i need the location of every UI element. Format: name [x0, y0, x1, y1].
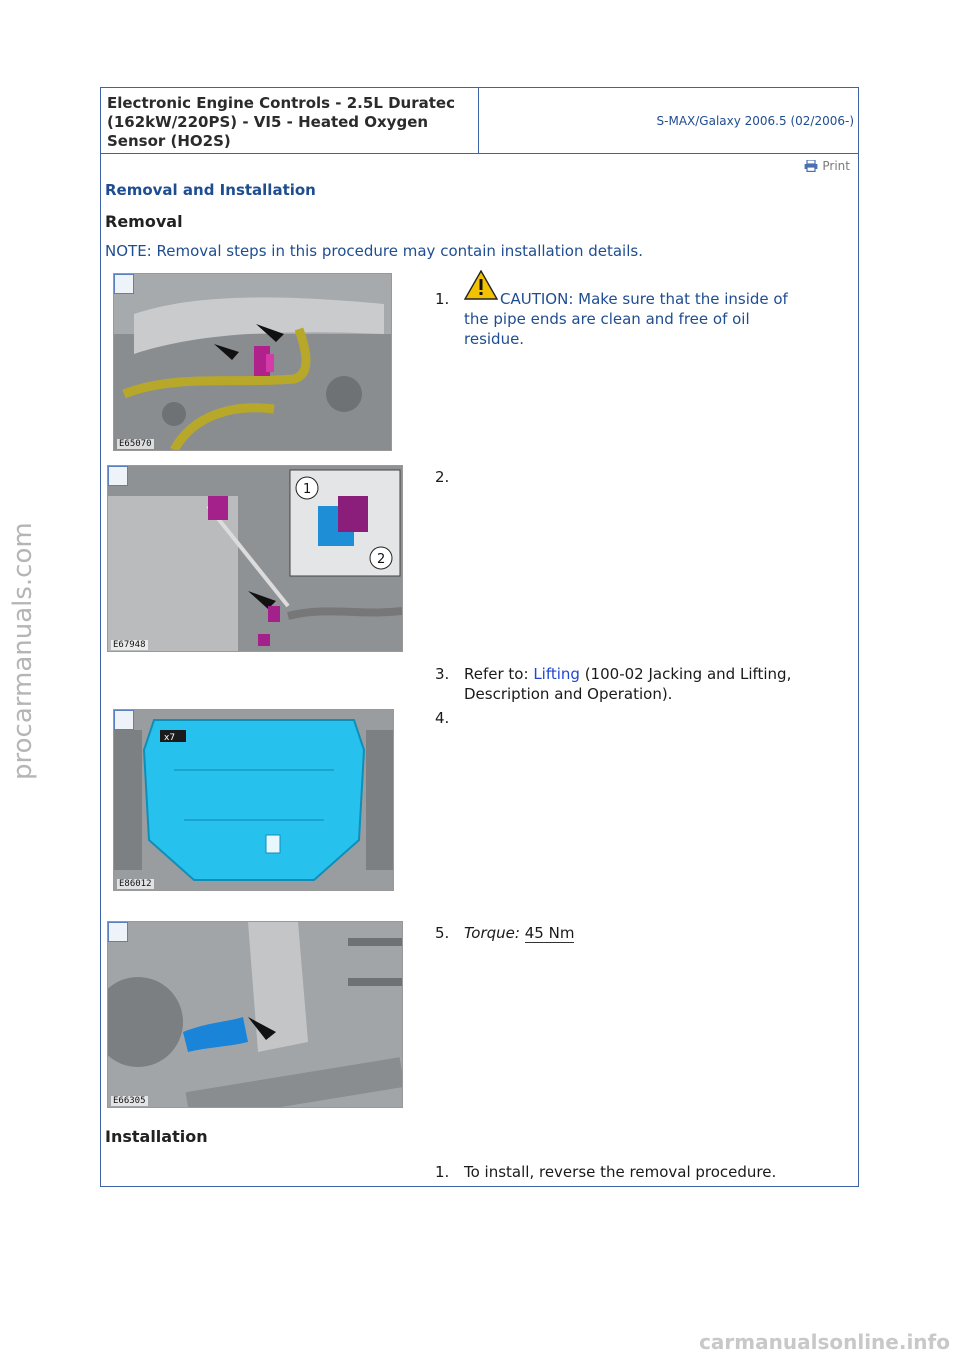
figure-code: E65070	[119, 439, 152, 449]
title-line-2: (162kW/220PS) - VI5 - Heated Oxygen	[107, 113, 429, 131]
callout-1: 1	[303, 482, 312, 497]
figure-3-illustration	[114, 710, 393, 890]
refer-line-2: Description and Operation).	[464, 685, 673, 703]
figure-code: E86012	[119, 879, 152, 889]
figure-code: E67948	[113, 640, 146, 650]
refer-suffix: (100-02 Jacking and Lifting,	[579, 665, 792, 683]
figure-2-illustration	[108, 466, 402, 651]
torque-label: Torque:	[464, 924, 520, 942]
install-step-text: To install, reverse the removal procedure.	[464, 1163, 777, 1181]
print-button[interactable]	[804, 159, 850, 173]
title-line-1: Electronic Engine Controls - 2.5L Duratec	[107, 94, 455, 112]
step-3-text	[464, 664, 834, 704]
zoom-icon[interactable]	[108, 922, 128, 942]
caution-icon	[464, 270, 498, 300]
multiplier-label: x7	[164, 733, 176, 743]
bottom-watermark: carmanualsonline.info	[699, 1330, 950, 1354]
header-row	[101, 88, 858, 154]
torque-spec	[464, 923, 834, 943]
torque-value: 45 Nm	[524, 924, 575, 942]
printer-icon	[804, 160, 818, 172]
figure-1	[113, 273, 392, 451]
zoom-icon[interactable]	[114, 274, 134, 294]
caution-line-2: the pipe ends are clean and free of oil	[464, 310, 750, 328]
caution-line-1: CAUTION: Make sure that the inside of	[500, 290, 788, 308]
document-frame	[100, 87, 859, 1187]
figure-4	[107, 921, 403, 1108]
figure-3	[113, 709, 394, 891]
figure-1-illustration	[114, 274, 391, 450]
side-watermark: procarmanuals.com	[8, 522, 38, 780]
section-title: Removal and Installation	[105, 181, 316, 199]
print-label: Print	[822, 159, 850, 173]
step-number: 2.	[435, 468, 450, 486]
step-number: 5.	[435, 924, 450, 942]
figure-2	[107, 465, 403, 652]
page-title	[101, 88, 479, 153]
step-number: 1.	[435, 1163, 450, 1181]
step-number: 1.	[435, 290, 450, 308]
model-label	[479, 88, 858, 153]
figure-4-illustration	[108, 922, 402, 1107]
figure-code: E66305	[113, 1096, 146, 1106]
note-text: NOTE: Removal steps in this procedure may contain installation details.	[105, 242, 643, 260]
caution-line-3: residue.	[464, 330, 525, 348]
zoom-icon[interactable]	[114, 710, 134, 730]
step-number: 3.	[435, 665, 450, 683]
callout-2: 2	[377, 552, 386, 567]
zoom-icon[interactable]	[108, 466, 128, 486]
refer-prefix: Refer to:	[464, 665, 534, 683]
model-text: S-MAX/Galaxy 2006.5 (02/2006-)	[656, 113, 854, 128]
step-number: 4.	[435, 709, 450, 727]
removal-heading: Removal	[105, 212, 183, 231]
title-line-3: Sensor (HO2S)	[107, 132, 231, 150]
installation-heading: Installation	[105, 1127, 208, 1146]
lifting-link[interactable]: Lifting	[533, 665, 580, 683]
